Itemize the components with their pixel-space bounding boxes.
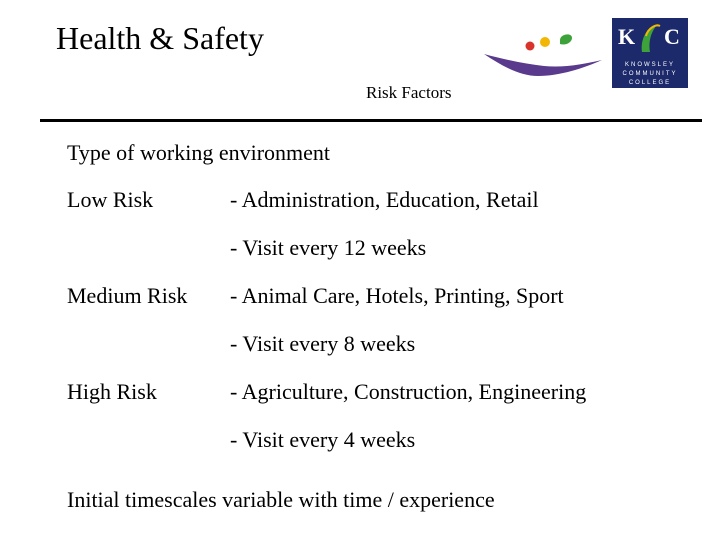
risk-level-label-low: Low Risk [67, 187, 154, 212]
logo-text-line: COMMUNITY [622, 71, 678, 77]
slide-subtitle: Risk Factors [366, 83, 452, 102]
section-heading: Type of working environment [67, 140, 331, 165]
logo-text-line: COLLEGE [628, 80, 672, 86]
footer-note: Initial timescales variable with time / experience [67, 487, 495, 512]
logo-letter-k: K [618, 24, 636, 49]
slide-title: Health & Safety [56, 20, 264, 56]
divider [40, 119, 702, 122]
college-logo [612, 18, 688, 88]
visit-frequency-low: - Visit every 12 weeks [230, 235, 427, 260]
logo-letter-c: C [664, 24, 680, 49]
risk-level-label-medium: Medium Risk [67, 283, 188, 308]
risk-sectors-low: - Administration, Education, Retail [230, 187, 539, 212]
visit-frequency-high: - Visit every 4 weeks [230, 427, 416, 452]
flying-figure-logo-icon [480, 30, 605, 82]
risk-level-label-high: High Risk [67, 379, 157, 404]
risk-sectors-medium: - Animal Care, Hotels, Printing, Sport [230, 283, 564, 308]
logo-text-line: KNOWSLEY [624, 62, 675, 68]
risk-sectors-high: - Agriculture, Construction, Engineering [230, 379, 587, 404]
visit-frequency-medium: - Visit every 8 weeks [230, 331, 416, 356]
